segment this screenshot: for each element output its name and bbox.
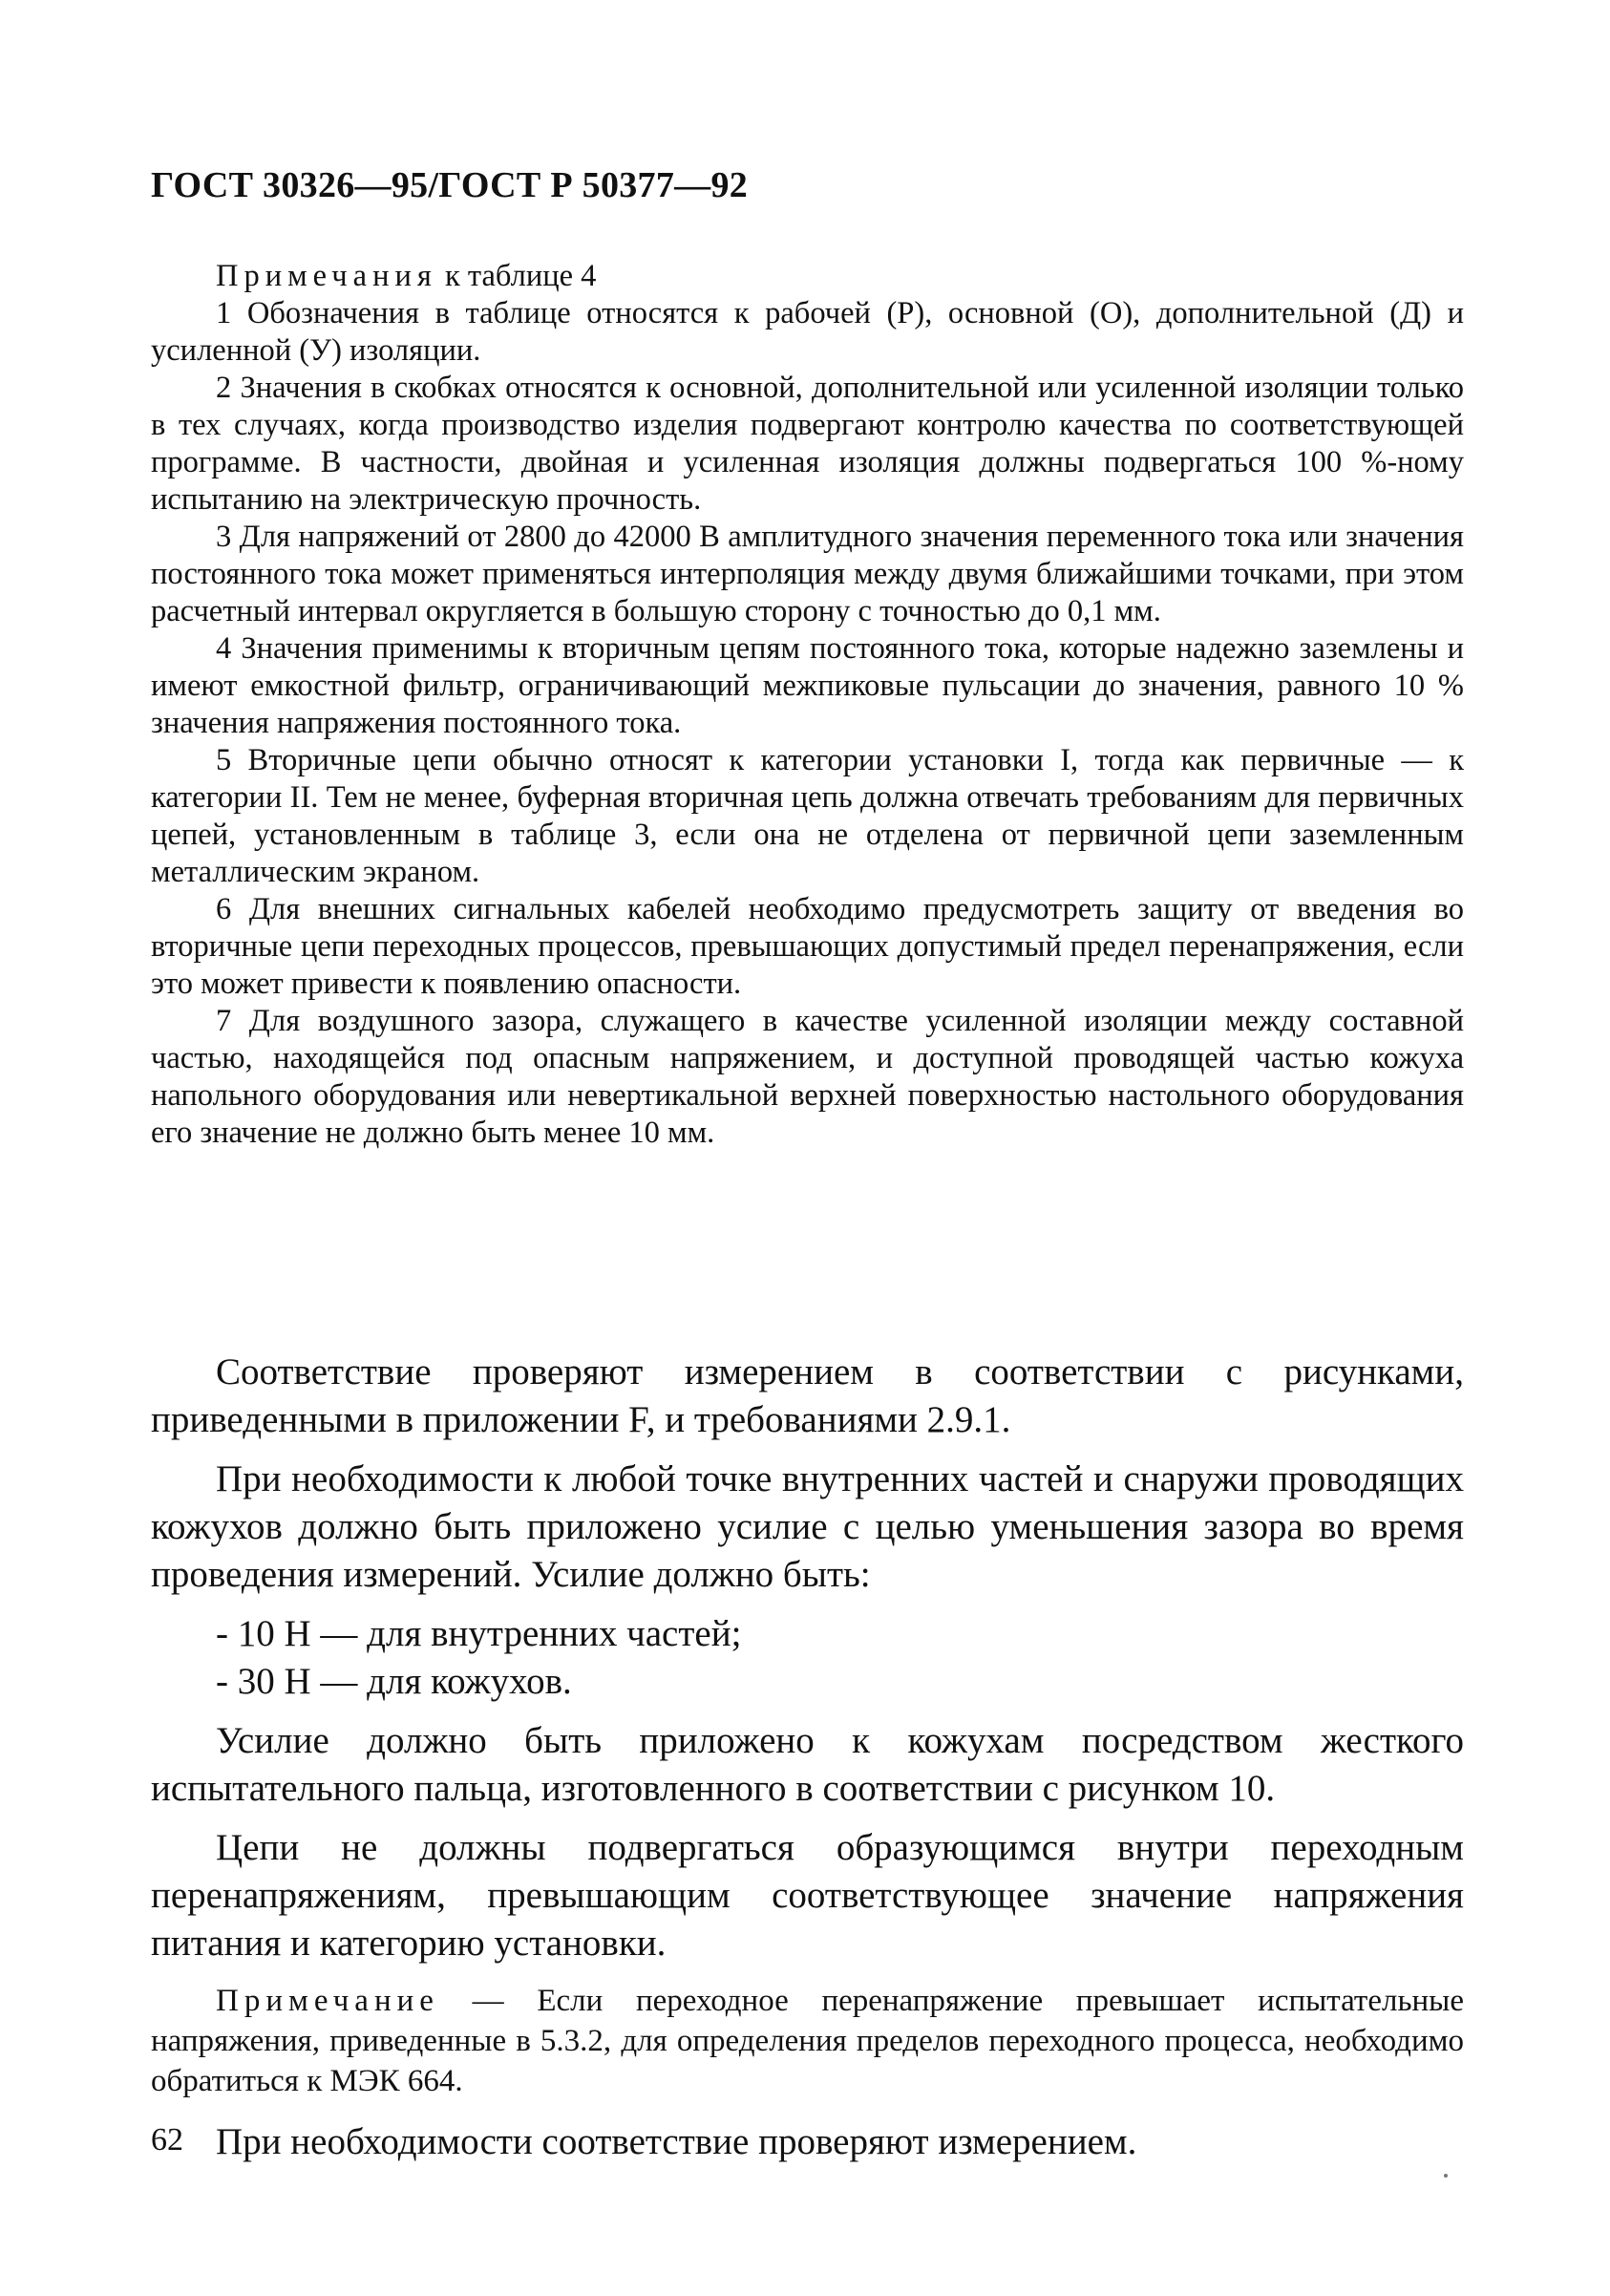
list-item-internal: - 10 Н — для внутренних частей; — [216, 1613, 742, 1654]
table-notes — [151, 258, 1464, 1152]
body-text — [151, 1349, 1464, 2178]
scan-speck — [1444, 2174, 1448, 2178]
list-item-enclosure: - 30 Н — для кожухов. — [216, 1661, 572, 1702]
note-6: 6 Для внешних сигнальных кабелей необходимо предусмотреть защиту от введения во вторичные цепи переходных процессов, превышающих допустимый предел перенапряжения, если это может привести к появлению опасности. — [151, 892, 1464, 1001]
note-2: 2 Значения в скобках относятся к основной, дополнительной или усиленной изоляции только в тех случаях, когда производство изделия подвергают контролю качества по соответствующей программе. В частности, двойная и усиленная изоляция должны подвергаться 100 %-ному испытанию на электрическую прочность. — [151, 371, 1464, 517]
note-text: — Если переходное перенапряжение превышает испытательные напряжения, приведенные в 5.3.2, для определения пределов переходного процесса, необходимо обратиться к МЭК 664. — [151, 1984, 1464, 2098]
document-page — [151, 0, 1464, 2296]
note-3: 3 Для напряжений от 2800 до 42000 В амплитудного значения переменного тока или значения постоянного тока может применяться интерполяция между двумя ближайшими точками, при этом расчетный интервал округляется в большую сторону с точностью до 0,1 мм. — [151, 520, 1464, 628]
paragraph-circuits: Цепи не должны подвергаться образующимся внутри переходным перенапряжениям, превышающим соответствующее значение напряжения питания и категорию установки. — [151, 1827, 1464, 1964]
notes-title-ref: к таблице 4 — [436, 259, 597, 293]
notes-title-label: Примечания — [216, 259, 437, 293]
note-overvoltage — [151, 1981, 1464, 2101]
paragraph-compliance: Соответствие проверяют измерением в соответствии с рисунками, приведенными в приложении F, и требованиями 2.9.1. — [151, 1351, 1464, 1440]
paragraph-test-finger: Усилие должно быть приложено к кожухам посредством жесткого испытательного пальца, изготовленного в соответствии с рисунком 10. — [151, 1720, 1464, 1809]
note-5: 5 Вторичные цепи обычно относят к категории установки I, тогда как первичные — к категории II. Тем не менее, буферная вторичная цепь должна отвечать требованиям для первичных цепей, установленным в таблице 3, если она не отделена от первичной цепи заземленным металлическим экраном. — [151, 743, 1464, 889]
notes-title — [216, 258, 1464, 295]
note-label: Примечание — [216, 1984, 439, 2018]
paragraph-measurement: При необходимости соответствие проверяют измерением. — [216, 2121, 1137, 2162]
document-header: ГОСТ 30326—95/ГОСТ Р 50377—92 — [151, 165, 749, 205]
note-1: 1 Обозначения в таблице относятся к рабочей (Р), основной (О), дополнительной (Д) и усиленной (У) изоляции. — [151, 296, 1464, 368]
note-7: 7 Для воздушного зазора, служащего в качестве усиленной изоляции между составной частью, находящейся под опасным напряжением, и доступной проводящей частью кожуха напольного оборудования или невертикальной верхней поверхностью настольного оборудования его значение не должно быть менее 10 мм. — [151, 1004, 1464, 1150]
paragraph-force: При необходимости к любой точке внутренних частей и снаружи проводящих кожухов должно быть приложено усилие с целью уменьшения зазора во время проведения измерений. Усилие должно быть: — [151, 1458, 1464, 1595]
note-4: 4 Значения применимы к вторичным цепям постоянного тока, которые надежно заземлены и имеют емкостной фильтр, ограничивающий межпиковые пульсации до значения, равного 10 % значения напряжения постоянного тока. — [151, 631, 1464, 740]
page-number: 62 — [151, 2122, 183, 2158]
